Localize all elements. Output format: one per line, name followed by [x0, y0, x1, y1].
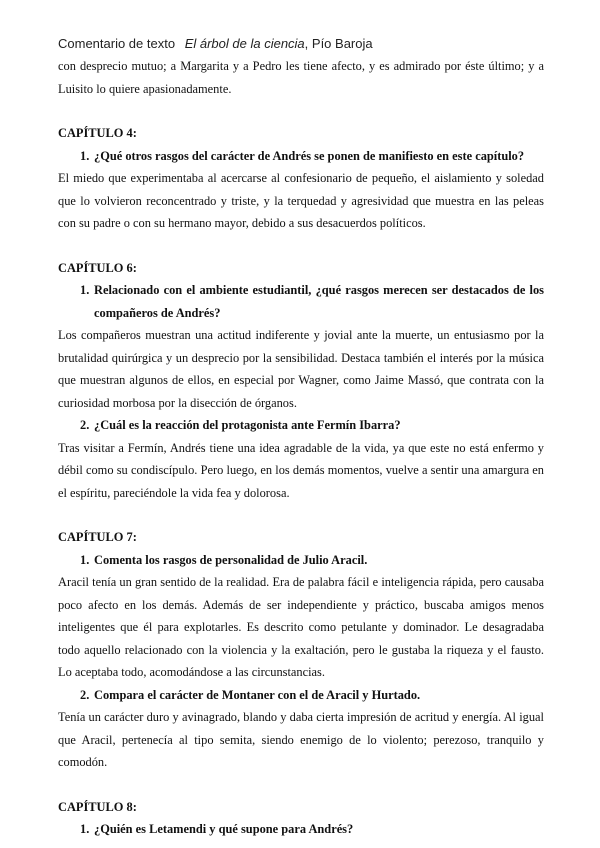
chapter-7-question-2: [58, 684, 544, 707]
question-number: 1.: [80, 822, 90, 836]
page-header: [58, 36, 373, 51]
chapter-6-answer-2: Tras visitar a Fermín, Andrés tiene una idea agradable de la vida, ya que este no está enfermo y débil como su condiscípulo. Pero luego, en los demás momentos, vuelve a sentir una amargura en el espíritu, pareciéndole la vida fea y dolorosa.: [58, 440, 544, 500]
chapter-7-answer-2: Tenía un carácter duro y avinagrado, blando y daba cierta impresión de acritud y energía. Al igual que Aracil, pertenecía al tipo semita, siendo enemigo de lo violento; perezoso, tranquilo y comodón.: [58, 710, 544, 769]
question-text: Compara el carácter de Montaner con el de Aracil y Hurtado.: [94, 687, 421, 702]
question-text: Comenta los rasgos de personalidad de Julio Aracil.: [94, 552, 368, 567]
question-number: 1.: [80, 148, 90, 163]
question-number: 1.: [80, 552, 90, 567]
question-text: ¿Cuál es la reacción del protagonista ante Fermín Ibarra?: [94, 418, 401, 432]
header-author: , Pío Baroja: [304, 36, 373, 51]
header-prefix: Comentario de texto: [58, 36, 176, 51]
document-body: [58, 55, 544, 841]
chapter-6-heading: CAPÍTULO 6:: [58, 260, 137, 275]
question-text: Relacionado con el ambiente estudiantil, ¿qué rasgos merecen ser destacados de los compañeros de Andrés?: [94, 283, 544, 320]
chapter-4-heading: CAPÍTULO 4:: [58, 126, 137, 140]
chapter-8-question-1: [58, 818, 544, 841]
chapter-7-question-1: [58, 549, 544, 572]
chapter-4-question-1: [58, 145, 544, 168]
question-number: 1.: [80, 283, 90, 297]
chapter-6-answer-1: Los compañeros muestran una actitud indiferente y jovial ante la muerte, un entusiasmo por la brutalidad quirúrgica y un desprecio por la sensibilidad. Destaca también el interés por la música que muestran algunos de ellos, en especial por Wagner, como Jaime Massó, que contrata con la curiosidad morbosa por la disección de órganos.: [58, 328, 544, 410]
question-number: 2.: [80, 687, 90, 702]
chapter-4-answer-1: El miedo que experimentaba al acercarse al confesionario de pequeño, el aislamiento y soledad que lo volvieron reconcentrado y triste, y la terquedad y agresividad que muestra en las peleas con su padre o con su hermano mayor, debido a sus desacuerdos políticos.: [58, 171, 544, 230]
chapter-7-answer-1: Aracil tenía un gran sentido de la realidad. Era de palabra fácil e inteligencia rápida, pero causaba poco afecto en los demás. Además de ser independiente y práctico, buscaba amigos menos inteligentes que él para explotarles. Es descrito como petulante y dominador. Le desagradaba todo aquello relacionado con la violencia y la exaltación, pero le gustaba la riqueza y el fausto. Lo aceptaba todo, acomodándose a las circunstancias.: [58, 575, 544, 679]
question-number: 2.: [80, 418, 90, 432]
chapter-6-question-2: [58, 414, 544, 437]
chapter-6-question-1: [58, 279, 544, 324]
question-text: ¿Quién es Letamendi y qué supone para Andrés?: [94, 822, 354, 836]
chapter-8-heading: CAPÍTULO 8:: [58, 799, 137, 814]
intro-paragraph: con desprecio mutuo; a Margarita y a Pedro les tiene afecto, y es admirado por éste último; y a Luisito lo quiere apasionadamente.: [58, 59, 544, 96]
chapter-7-heading: CAPÍTULO 7:: [58, 530, 137, 544]
question-text: ¿Qué otros rasgos del carácter de Andrés se ponen de manifiesto en este capítulo?: [94, 148, 525, 163]
header-book-title: El árbol de la ciencia: [184, 36, 305, 51]
